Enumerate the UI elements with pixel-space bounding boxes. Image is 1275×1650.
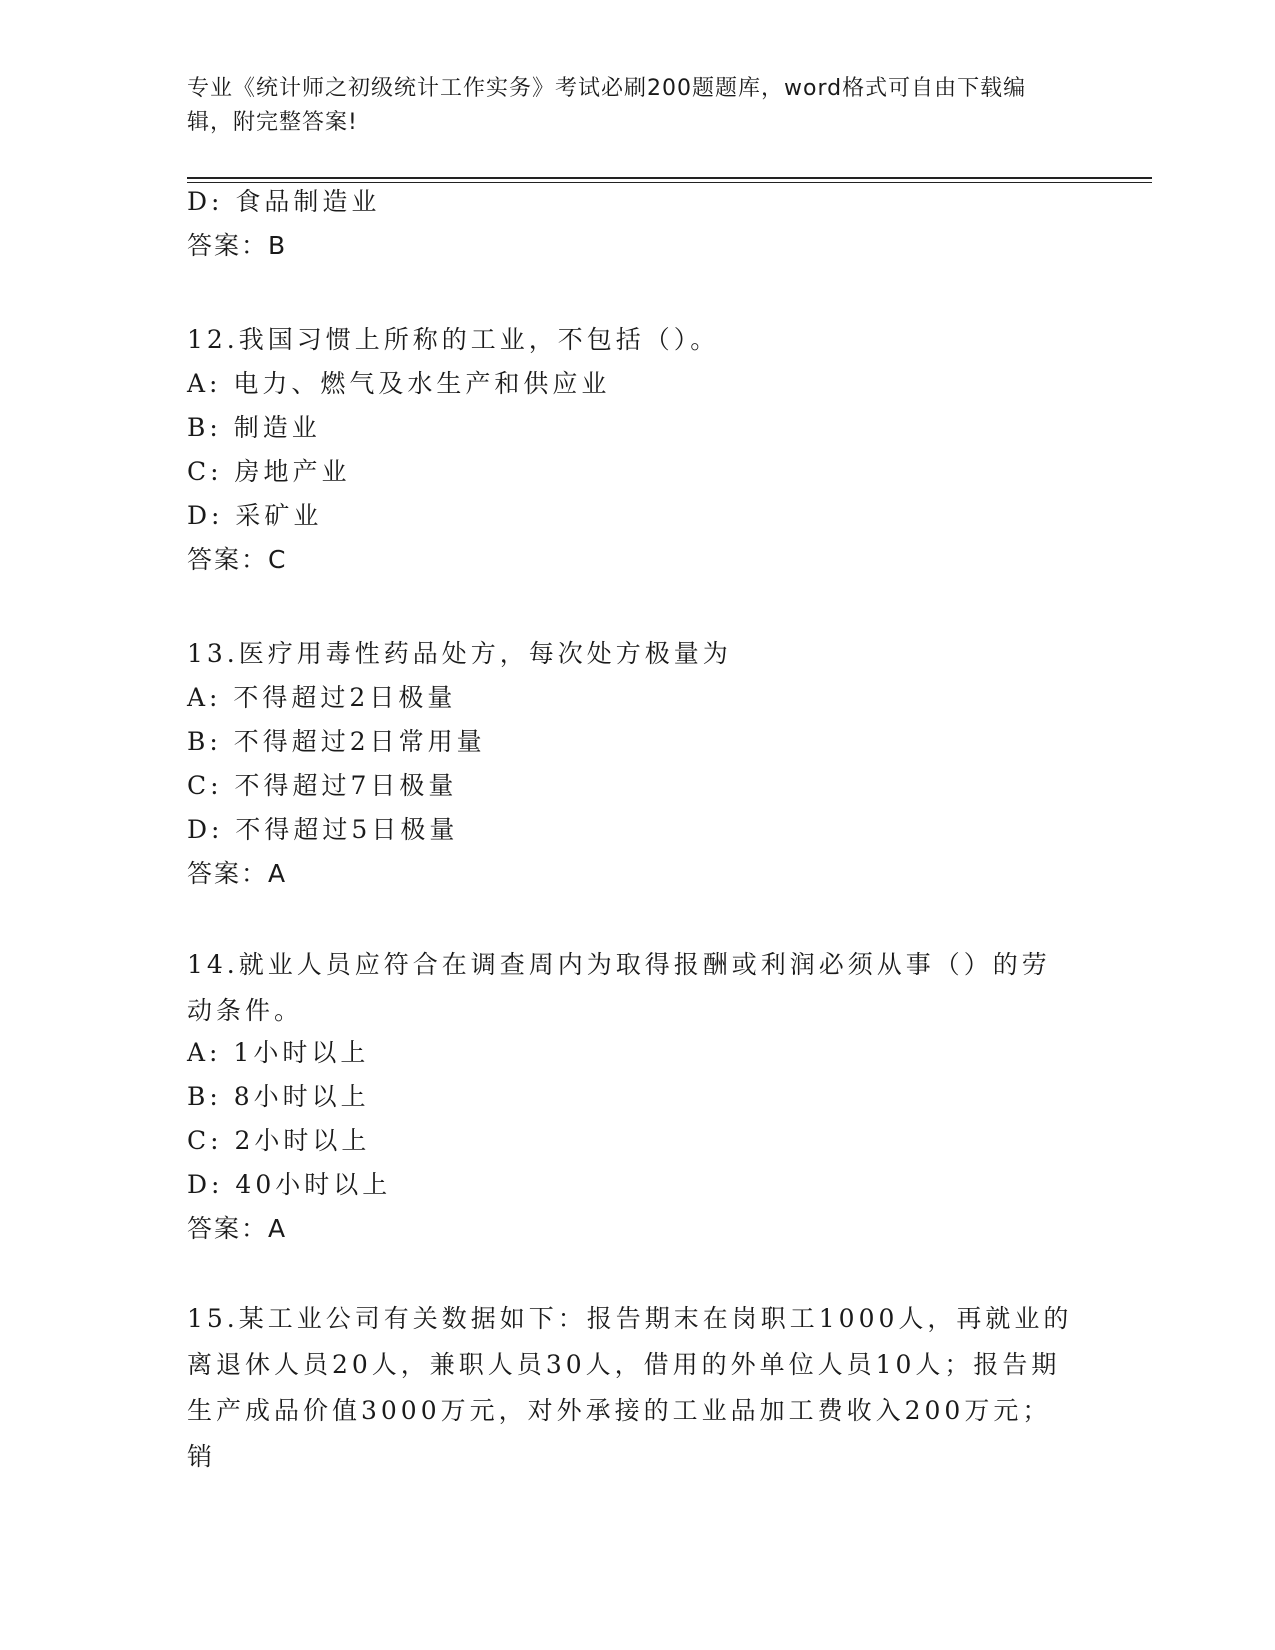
q12-option-c: C: 房地产业 xyxy=(187,457,351,486)
q12-option-a: A: 电力、燃气及水生产和供应业 xyxy=(187,369,611,398)
q12-answer: 答案：C xyxy=(187,545,288,574)
prev-answer: 答案：B xyxy=(187,231,288,260)
q15-question: 15.某工业公司有关数据如下：报告期末在岗职工1000人，再就业的离退休人员20人，兼职人员30人，借用的外单位人员10人；报告期生产成品价值3000万元，对外承接的工业品加工费收入200万元；销 xyxy=(187,1304,1073,1471)
prev-option-d: D: 食品制造业 xyxy=(187,187,381,216)
q12-question: 12.我国习惯上所称的工业，不包括（）。 xyxy=(187,325,720,354)
page-header: 专业《统计师之初级统计工作实务》考试必刷200题题库，word格式可自由下载编辑，附完整答案! xyxy=(187,76,1027,135)
header-rule-thick xyxy=(187,177,1152,179)
q12-option-b: B: 制造业 xyxy=(187,413,321,442)
q14-option-c: C: 2小时以上 xyxy=(187,1126,371,1155)
q13-option-c: C: 不得超过7日极量 xyxy=(187,771,458,800)
q14-option-a: A: 1小时以上 xyxy=(187,1038,370,1067)
header-rule-thin xyxy=(187,182,1152,183)
q13-answer: 答案：A xyxy=(187,859,288,888)
q14-answer: 答案：A xyxy=(187,1214,288,1243)
q14-option-d: D: 40小时以上 xyxy=(187,1170,392,1199)
q13-option-b: B: 不得超过2日常用量 xyxy=(187,727,486,756)
q13-question: 13.医疗用毒性药品处方，每次处方极量为 xyxy=(187,639,732,668)
q13-option-d: D: 不得超过5日极量 xyxy=(187,815,459,844)
q14-option-b: B: 8小时以上 xyxy=(187,1082,370,1111)
q12-option-d: D: 采矿业 xyxy=(187,501,323,530)
q14-question: 14.就业人员应符合在调查周内为取得报酬或利润必须从事（）的劳动条件。 xyxy=(187,950,1051,1025)
q13-option-a: A: 不得超过2日极量 xyxy=(187,683,457,712)
